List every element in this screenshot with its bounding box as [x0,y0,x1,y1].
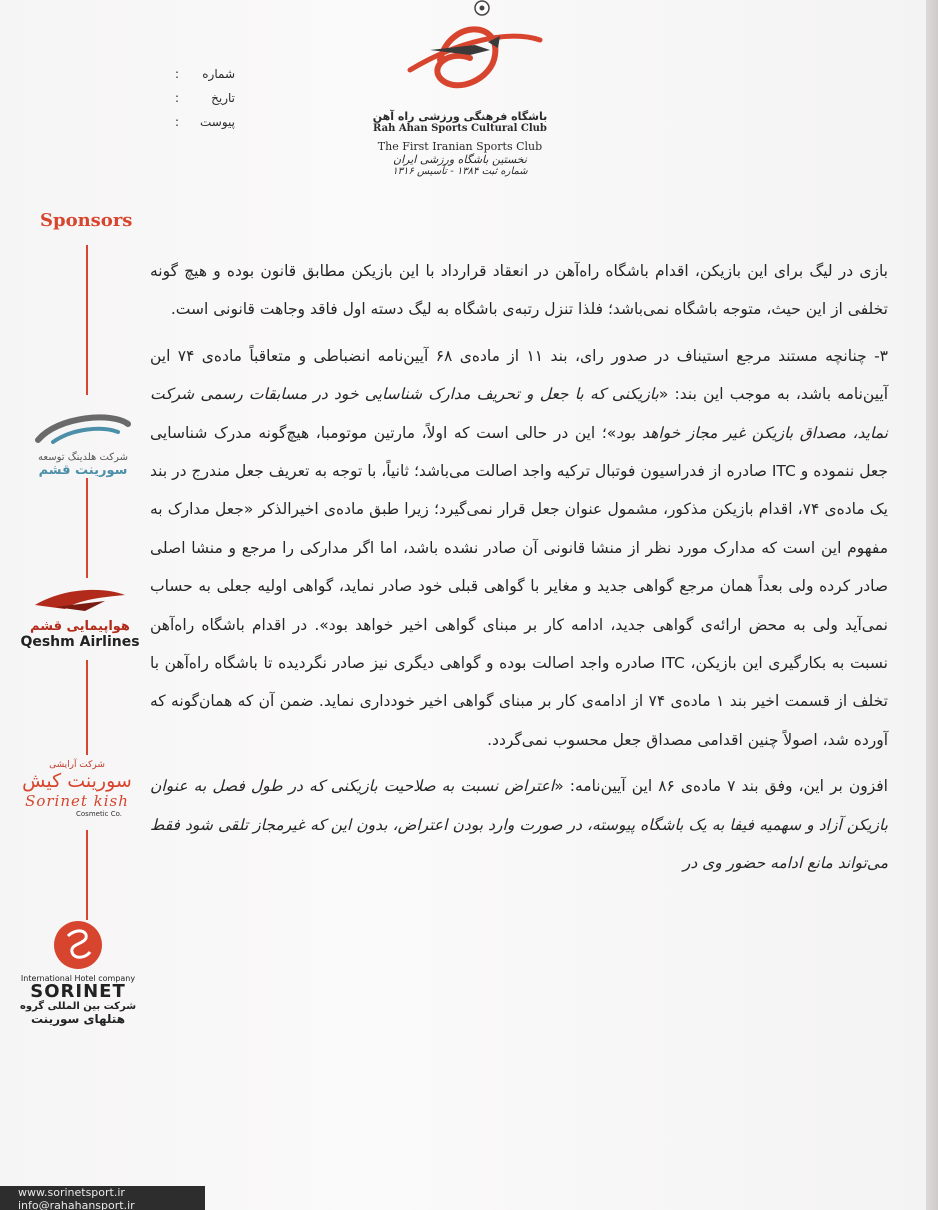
sorinet-swoosh-icon [33,412,133,448]
club-logo: باشگاه فرهنگی ورزشی راه آهن Rah Ahan Sports Cultural Club The First Iranian Sports Club نخستین باشگاه ورزشی ایران شماره ثبت ۱۳۸۴ - تأسیس ۱۳۱۶ [370,0,550,220]
meta-number: شماره : [175,67,235,81]
sidebar-divider [86,245,88,395]
letter-meta [175,62,235,134]
sidebar-divider [86,478,88,578]
paragraph-3: افزون بر این، وفق بند ۷ ماده‌ی ۸۶ این آیین‌نامه: «اعتراض نسبت به صلاحیت بازیکنی که در طول فصل به عنوان بازیکن آزاد و سهمیه فیفا به یک باشگاه پیوسته، در صورت وارد بودن اعتراض، بدون این که غیرمجاز تلقی شود فقط می‌تواند مانع ادامه حضور وی در [150,777,888,873]
paragraph-1: بازی در لیگ برای این بازیکن، اقدام باشگاه راه‌آهن در انعقاد قرارداد با این بازیکن مطابق قانون بوده و هیچ گونه تخلفی از این حیث، متوجه باشگاه نمی‌باشد؛ فلذا تنزل رتبه‌ی باشگاه به لیگ دسته اول فاقد وجاهت قانونی است. [150,262,888,319]
meta-date: تاریخ : [175,91,235,105]
meta-attachment: پیوست : [175,115,235,129]
club-emblem-icon [370,0,550,110]
paragraph-2: ۳- چنانچه مستند مرجع استیناف در صدور رای، بند ۱۱ از ماده‌ی ۶۸ آیین‌نامه انضباطی و متعاقباً ماده‌ی ۷۴ این آیین‌نامه باشد، به موجب این بند: «بازیکنی که با جعل و تحریف مدارک شناسایی خود در مسابقات رسمی شرکت نماید، مصداق بازیکن غیر مجاز خواهد بود»؛ این در حالی است که اولاً، مارتین موتومبا، هیچ‌گونه مدرک شناسایی جعل ننموده و ITC صادره از فدراسیون فوتبال ترکیه واجد اصالت می‌باشد؛ ثانیاً، با توجه به تعریف جعل مندرج در بند یک ماده‌ی ۷۴، اقدام بازیکن مذکور، مشمول عنوان جعل قرار نمی‌گیرد؛ زیرا طبق ماده‌ی اخیرالذکر «جعل مدارک به مفهوم این است که مدارک مورد نظر از منشا قانونی آن صادر نشده باشد، اما اگر مدارکی را مرجع و منشا اصلی صادر کرده ولی بعداً همان مرجع گواهی جدید و مغایر با گواهی قبلی خود صادر نماید، گواهی اولیه جعلی به حساب نمی‌آید ولی به محض ارائه‌ی گواهی جدید، ادامه کار بر مبنای گواهی اخیر خواهد بود». در اقدام باشگاه راه‌آهن نسبت به بکارگیری این بازیکن، ITC صادره واجد اصالت بوده و گواهی دیگری نیز صادر نگردیده تا باشگاه راه‌آهن با تخلف از قسمت اخیر بند ۱ ماده‌ی ۷۴ از ادامه‌ی کار بر مبنای گواهی اخیر خودداری نماید. ضمن آن که همان‌گونه که آورده شد، اصولاً چنین اقدامی مصداق جعل محسوب نمی‌گردد. [150,346,888,749]
sponsors-title: Sponsors [40,210,133,231]
sponsor-sorinet-qeshm: شرکت هلدینگ توسعه سورینت قشم [28,412,138,478]
airline-bird-icon [25,585,135,615]
footer-website[interactable]: www.sorinetsport.ir [18,1186,125,1199]
sorinet-hotel-emblem-icon [50,920,106,970]
page-edge [926,0,938,1210]
footer-contact [0,1186,205,1210]
sidebar-divider [86,830,88,920]
letter-body [150,252,888,883]
sponsor-qeshm-airlines: هواپیمایی قشم Qeshm Airlines [20,585,140,650]
sponsor-sorinet-kish: شرکت آرایشی سورینت کیش Sorinet kish Cosmetic Co. [22,760,132,818]
footer-email[interactable]: info@rahahansport.ir [18,1199,135,1210]
sponsor-sorinet-hotels: International Hotel company SORINET شرکت بین المللی گروه هتلهای سورینت [8,920,148,1026]
sidebar-divider [86,660,88,755]
